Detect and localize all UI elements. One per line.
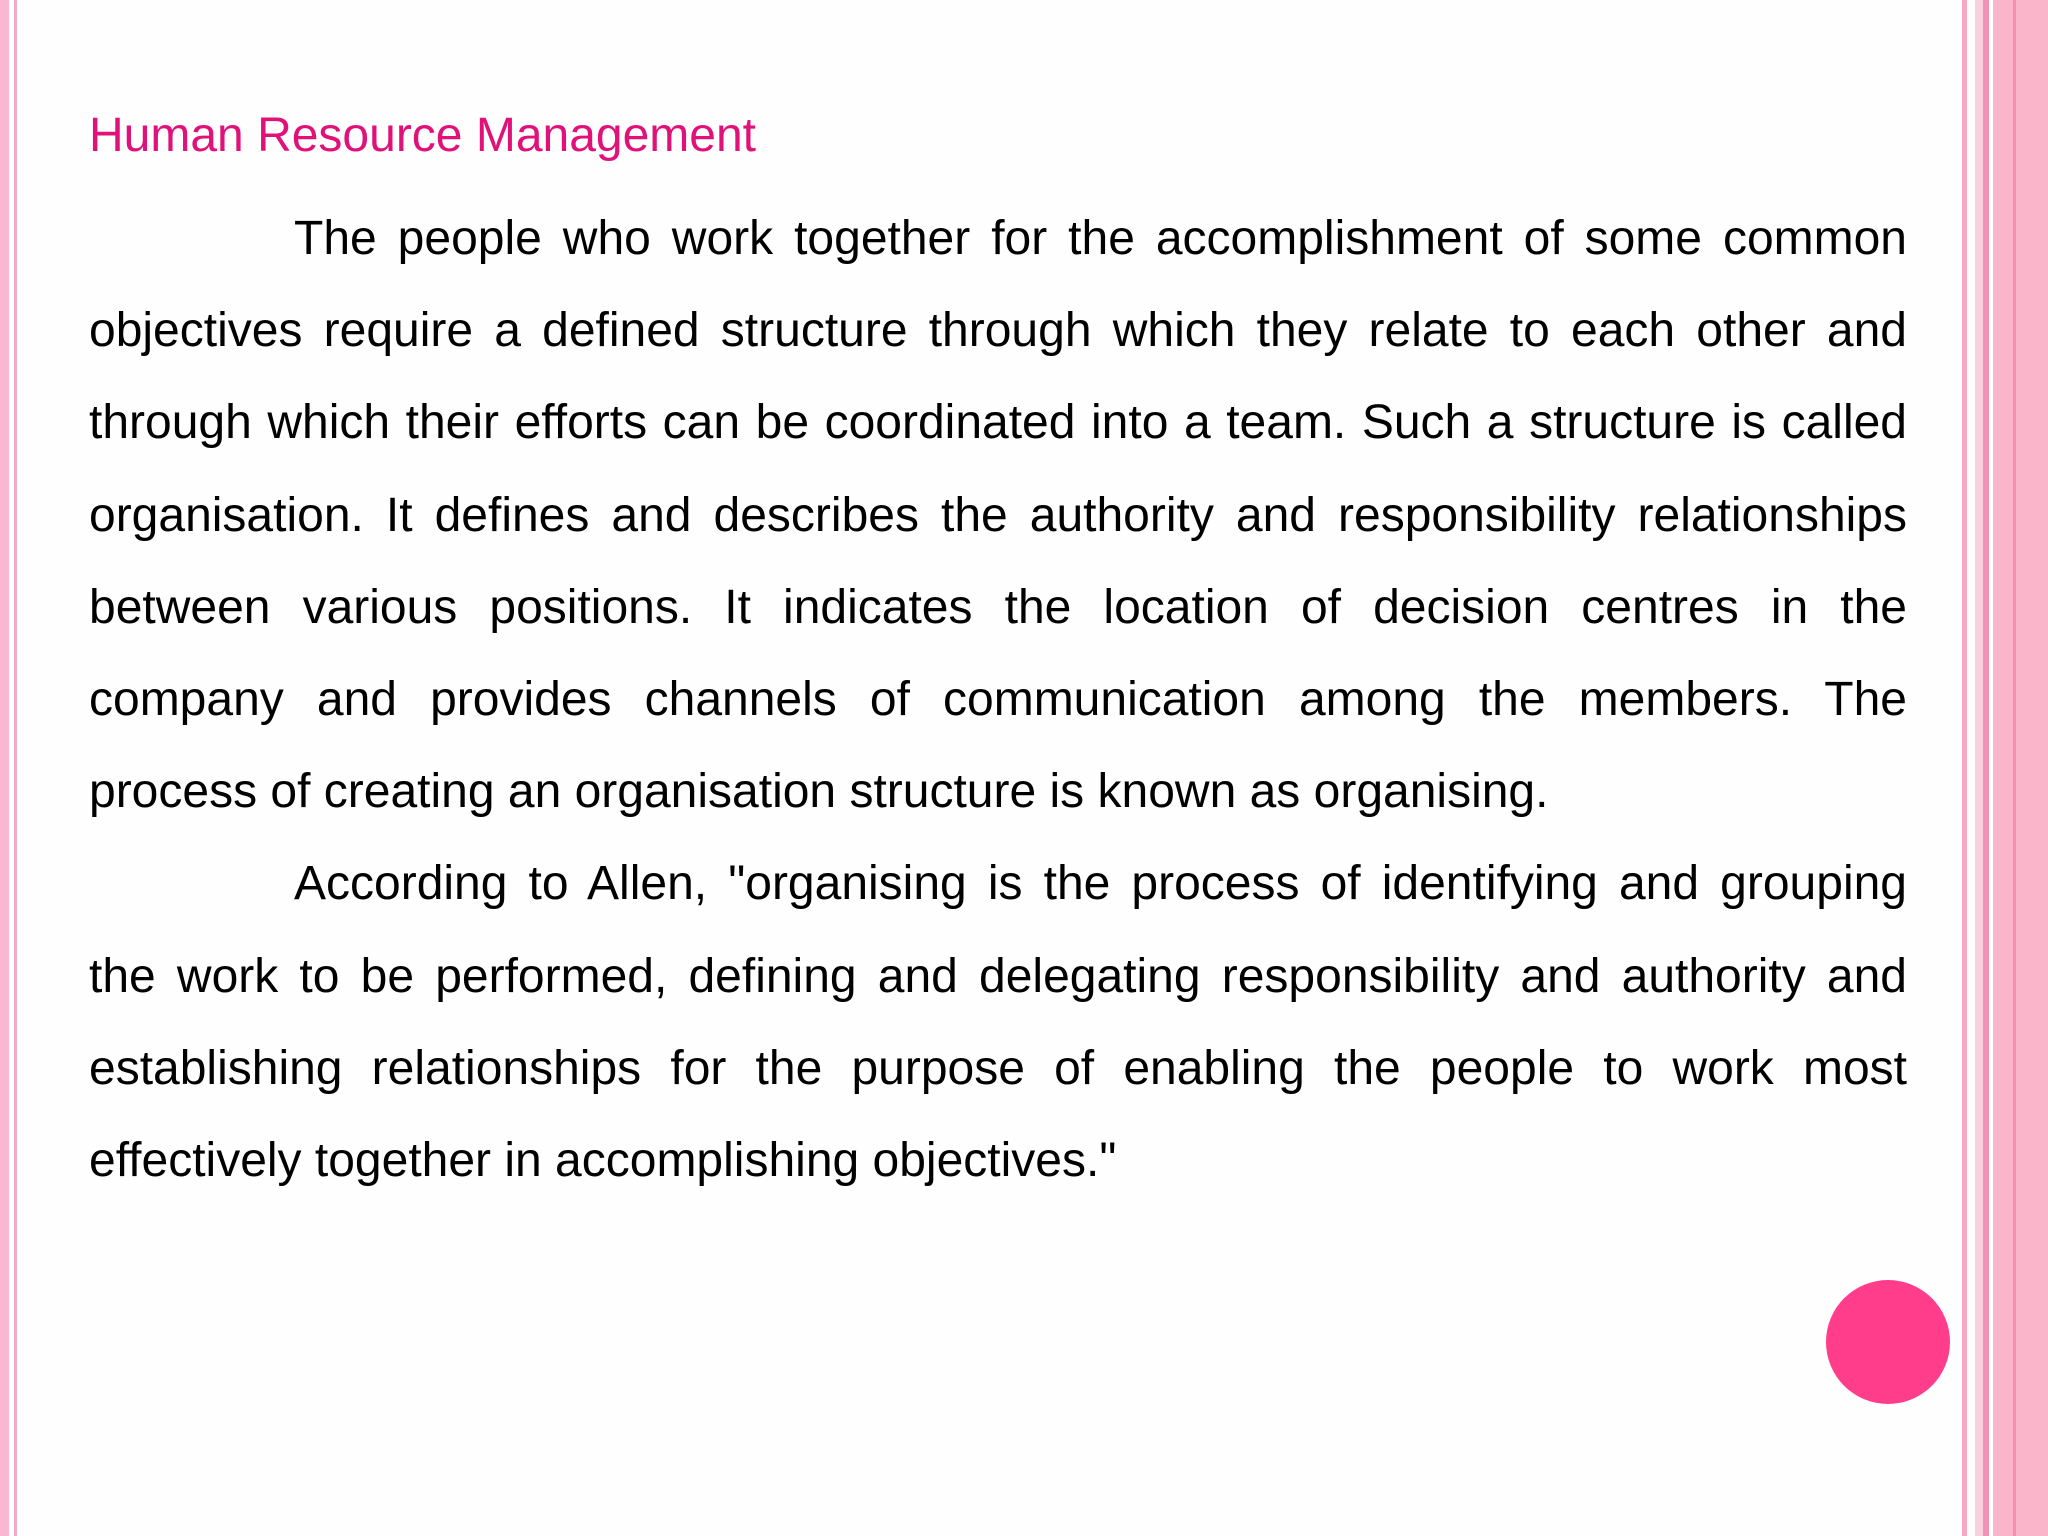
right-border-stripe-dark [1983,0,1989,1536]
decorative-pink-circle [1826,1280,1950,1404]
slide-body [89,193,1907,1207]
right-border-stripe-light [1975,0,1983,1536]
right-border-band [1993,0,2048,1536]
paragraph-allen-definition: According to Allen, "organising is the process of identifying and grouping the work to be performed, defining and delegating responsibility and authority and establishing relationships for the purpose of enabling the people to work most effectively together in accomplishing objectives." [89,857,1907,1188]
paragraph-organisation: The people who work together for the accomplishment of some common objectives require a defined structure through which they relate to each other and through which their efforts can be coordinated into a team. Such a structure is called organisation. It defines and describes the authority and responsibility relationships between various positions. It indicates the location of decision centres in the company and provides channels of communication among the members. The process of creating an organisation structure is known as organising. [89,212,1907,819]
right-border-band-line [2013,0,2016,1536]
slide-heading: Human Resource Management [89,109,757,162]
left-border-line [14,0,17,1536]
left-border-stripe [0,0,9,1536]
right-border-line [1962,0,1967,1536]
